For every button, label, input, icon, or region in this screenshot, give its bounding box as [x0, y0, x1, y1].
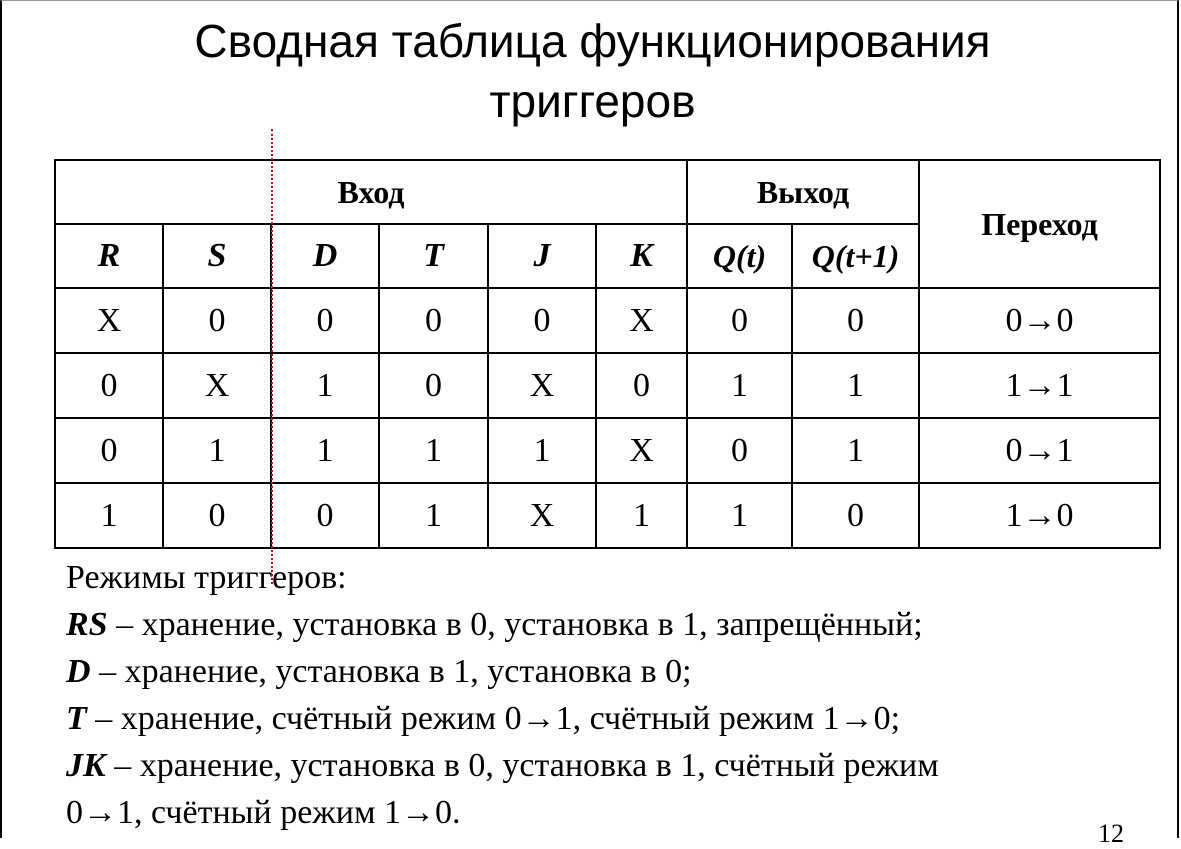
cell-transition: 1→0 — [919, 483, 1160, 548]
header-q-t: Q(t) — [687, 224, 792, 288]
cell-s: 1 — [163, 418, 271, 483]
cell-j: X — [488, 483, 596, 548]
cell-q-t1: 1 — [792, 353, 919, 418]
cell-s: 0 — [163, 483, 271, 548]
mode-line-d — [66, 648, 1166, 695]
cell-k: X — [596, 418, 687, 483]
header-j: J — [488, 224, 596, 288]
header-q-t1: Q(t+1) — [792, 224, 919, 288]
cell-t: 1 — [379, 483, 488, 548]
header-transition: Переход — [919, 160, 1160, 288]
table-row — [55, 353, 1160, 418]
trigger-modes-text — [66, 554, 1166, 836]
mode-key: RS — [66, 606, 108, 643]
header-s: S — [163, 224, 271, 288]
mode-key: JK — [66, 747, 106, 784]
cell-k: X — [596, 288, 687, 353]
cell-j: X — [488, 353, 596, 418]
header-r: R — [55, 224, 163, 288]
cell-s: 0 — [163, 288, 271, 353]
cell-d: 0 — [271, 288, 379, 353]
mode-key: D — [66, 653, 91, 690]
cell-j: 0 — [488, 288, 596, 353]
cell-q-t1: 0 — [792, 288, 919, 353]
cell-r: 0 — [55, 353, 163, 418]
page-number: 12 — [1098, 819, 1124, 848]
mode-key: T — [66, 700, 87, 737]
mode-description: – хранение, установка в 0, установка в 1, запрещённый; — [107, 606, 923, 643]
cell-q-t: 0 — [687, 288, 792, 353]
cell-r: X — [55, 288, 163, 353]
trigger-summary-table — [54, 159, 1161, 549]
title-line-2: триггеров — [489, 75, 696, 127]
table-group-header-row — [55, 160, 1160, 224]
cell-k: 0 — [596, 353, 687, 418]
table-row — [55, 418, 1160, 483]
cell-j: 1 — [488, 418, 596, 483]
cell-q-t1: 0 — [792, 483, 919, 548]
mode-line-t — [66, 695, 1166, 742]
cell-k: 1 — [596, 483, 687, 548]
cell-q-t: 1 — [687, 483, 792, 548]
cell-t: 0 — [379, 288, 488, 353]
table-row — [55, 483, 1160, 548]
header-d: D — [271, 224, 379, 288]
cell-r: 1 — [55, 483, 163, 548]
red-dotted-guide-line — [271, 129, 273, 584]
cell-transition: 0→0 — [919, 288, 1160, 353]
cell-t: 0 — [379, 353, 488, 418]
cell-d: 1 — [271, 353, 379, 418]
mode-line-rs — [66, 601, 1166, 648]
page-title — [2, 11, 1181, 131]
header-input: Вход — [55, 160, 687, 224]
mode-description: – хранение, установка в 0, установка в 1, счётный режим — [105, 747, 939, 784]
title-line-1: Сводная таблица функционирования — [194, 15, 991, 67]
cell-r: 0 — [55, 418, 163, 483]
cell-d: 1 — [271, 418, 379, 483]
mode-description: – хранение, счётный режим 0→1, счётный режим 1→0; — [86, 700, 901, 737]
header-k: K — [596, 224, 687, 288]
cell-q-t: 1 — [687, 353, 792, 418]
cell-q-t: 0 — [687, 418, 792, 483]
cell-s: X — [163, 353, 271, 418]
cell-t: 1 — [379, 418, 488, 483]
mode-line-jk — [66, 742, 1166, 789]
mode-description: – хранение, установка в 1, установка в 0; — [90, 653, 692, 690]
mode-line-jk-continuation: 0→1, счётный режим 1→0. — [66, 794, 461, 831]
header-t: T — [379, 224, 488, 288]
modes-heading: Режимы триггеров: — [66, 559, 347, 596]
header-output: Выход — [687, 160, 919, 224]
cell-transition: 1→1 — [919, 353, 1160, 418]
table-row — [55, 288, 1160, 353]
cell-q-t1: 1 — [792, 418, 919, 483]
cell-transition: 0→1 — [919, 418, 1160, 483]
cell-d: 0 — [271, 483, 379, 548]
